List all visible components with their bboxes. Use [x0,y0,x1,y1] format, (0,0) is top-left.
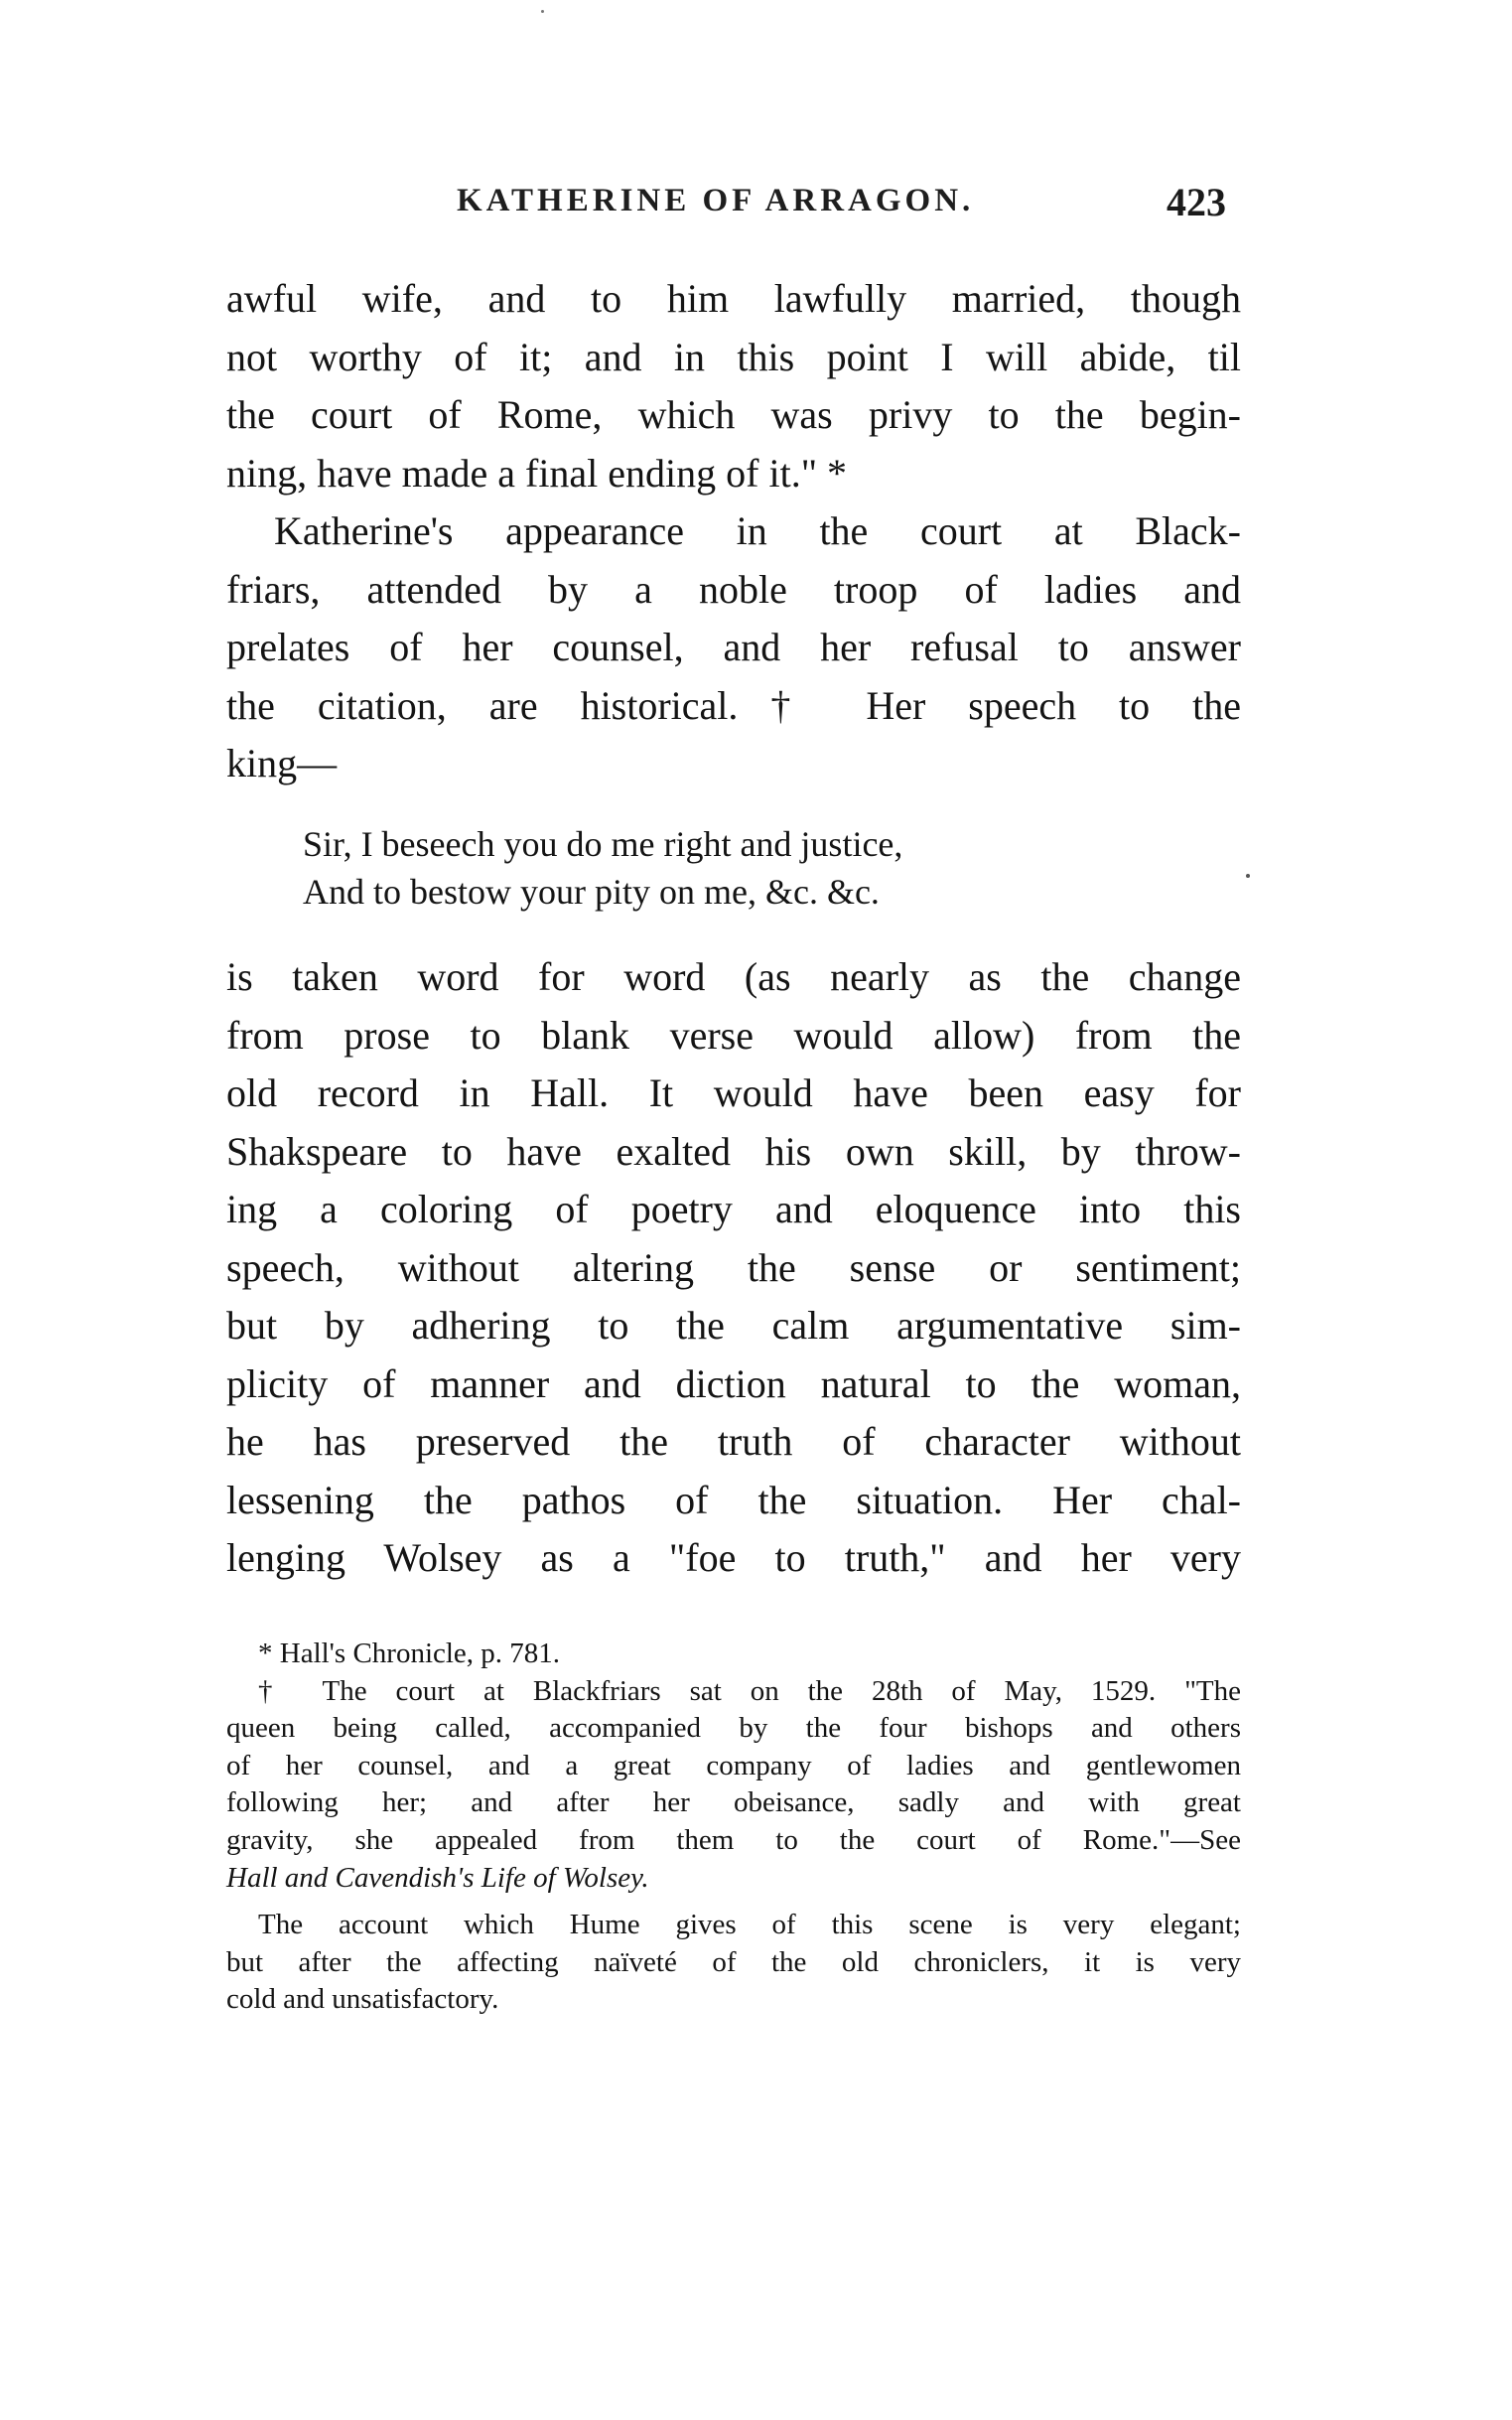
body-line: speech, without altering the sense or sentiment; [226,1244,1241,1290]
body-line: awful wife, and to him lawfully married, though [226,276,1241,321]
footnote-2-line: gravity, she appealed from them to the court of Rome."—See [226,1823,1241,1856]
body-line: the citation, are historical.† Her speech to the [226,682,1241,728]
body-line: plicity of manner and diction natural to the woman, [226,1360,1241,1406]
body-paragraph-1 [226,270,1241,793]
footnote-2-line: following her; and after her obeisance, sadly and with great [226,1786,1241,1819]
body-line: but by adhering to the calm argumentative sim- [226,1303,1241,1348]
footnote-3-line: cold and unsatisfactory. [226,1983,499,2016]
footnote-2-line: queen being called, accompanied by the four bishops and others [226,1712,1241,1745]
footnote-3-line: The account which Hume gives of this scene is very elegant; [258,1909,1241,1941]
body-line: lenging Wolsey as a "foe to truth," and her very [226,1535,1241,1580]
footnotes [226,1636,1241,2019]
body-line: the court of Rome, which was privy to the begin- [226,392,1241,437]
body-line: he has preserved the truth of character without [226,1419,1241,1464]
body-line: Shakspeare to have exalted his own skill, by throw- [226,1128,1241,1174]
print-speck [541,10,544,13]
footnote-1: * Hall's Chronicle, p. 781. [258,1637,561,1669]
footnote-3-line: but after the affecting naïveté of the old chroniclers, it is very [226,1945,1241,1978]
body-line: ning, have made a final ending of it." * [226,450,848,496]
body-line: not worthy of it; and in this point I will abide, til [226,334,1241,379]
body-line: king— [226,741,338,785]
footnote-2-line: Hall and Cavendish's Life of Wolsey. [226,1861,649,1894]
footnote-spacer [226,1897,1241,1907]
footnote-2-line: † The court at Blackfriars sat on the 28th of May, 1529. "The [258,1674,1241,1707]
body-line: prelates of her counsel, and her refusal to answer [226,625,1241,669]
footnote-2-line: of her counsel, and a great company of ladies and gentlewomen [226,1749,1241,1781]
body-line: from prose to blank verse would allow) from the [226,1012,1241,1058]
body-line: is taken word for word (as nearly as the change [226,954,1241,999]
body-line: old record in Hall. It would have been easy for [226,1070,1241,1115]
running-title: KATHERINE OF ARRAGON. [457,183,975,218]
verse-line: Sir, I beseech you do me right and justice, [303,824,903,864]
print-speck [1246,874,1250,878]
body-line: Katherine's appearance in the court at Black- [274,508,1241,553]
body-line: friars, attended by a noble troop of ladies and [226,566,1241,612]
page-number: 423 [1167,180,1226,224]
body-paragraph-2 [226,948,1241,1588]
verse-quotation [303,820,902,916]
body-line: ing a coloring of poetry and eloquence into this [226,1187,1241,1231]
verse-line: And to bestow your pity on me, &c. &c. [303,872,880,912]
body-line: lessening the pathos of the situation. Her chal- [226,1477,1241,1522]
